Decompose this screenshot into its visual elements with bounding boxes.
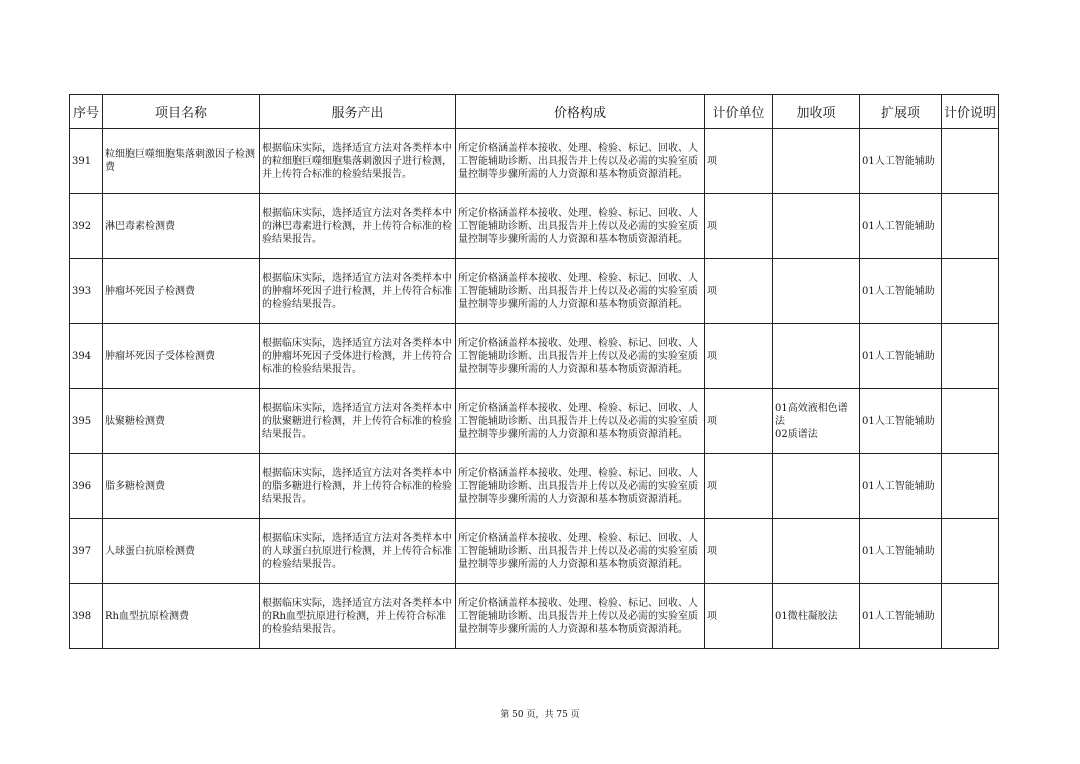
cell-service: 根据临床实际，选择适宜方法对各类样本中的淋巴毒素进行检测，并上传符合标准的检验结果报告。 <box>260 194 456 259</box>
cell-unit: 项 <box>705 129 773 194</box>
cell-ext: 01人工智能辅助 <box>860 194 942 259</box>
cell-seq: 391 <box>70 129 103 194</box>
table-row <box>70 584 999 649</box>
cell-service: 根据临床实际，选择适宜方法对各类样本中的人球蛋白抗原进行检测，并上传符合标准的检验结果报告。 <box>260 519 456 584</box>
cell-note <box>942 194 999 259</box>
cell-price: 所定价格涵盖样本接收、处理、检验、标记、回收、人工智能辅助诊断、出具报告并上传以及必需的实验室质量控制等步骤所需的人力资源和基本物质资源消耗。 <box>456 259 705 324</box>
cell-service: 根据临床实际，选择适宜方法对各类样本中的Rh血型抗原进行检测，并上传符合标准的检验结果报告。 <box>260 584 456 649</box>
header-price: 价格构成 <box>456 95 705 129</box>
cell-seq: 396 <box>70 454 103 519</box>
cell-addon <box>773 324 860 389</box>
header-note: 计价说明 <box>942 95 999 129</box>
cell-addon <box>773 129 860 194</box>
header-addon: 加收项 <box>773 95 860 129</box>
cell-unit: 项 <box>705 259 773 324</box>
header-ext: 扩展项 <box>860 95 942 129</box>
cell-unit: 项 <box>705 519 773 584</box>
cell-price: 所定价格涵盖样本接收、处理、检验、标记、回收、人工智能辅助诊断、出具报告并上传以及必需的实验室质量控制等步骤所需的人力资源和基本物质资源消耗。 <box>456 454 705 519</box>
cell-addon <box>773 519 860 584</box>
header-unit: 计价单位 <box>705 95 773 129</box>
page-number: 第 50 页，共 75 页 <box>500 710 580 720</box>
cell-seq: 394 <box>70 324 103 389</box>
cell-name: Rh血型抗原检测费 <box>103 584 260 649</box>
cell-service: 根据临床实际，选择适宜方法对各类样本中的脂多糖进行检测，并上传符合标准的检验结果报告。 <box>260 454 456 519</box>
cell-note <box>942 519 999 584</box>
table-row <box>70 389 999 454</box>
table-row <box>70 519 999 584</box>
cell-service: 根据临床实际，选择适宜方法对各类样本中的肿瘤坏死因子进行检测，并上传符合标准的检验结果报告。 <box>260 259 456 324</box>
cell-note <box>942 584 999 649</box>
cell-name: 肿瘤坏死因子检测费 <box>103 259 260 324</box>
cell-addon <box>773 259 860 324</box>
cell-seq: 395 <box>70 389 103 454</box>
header-service: 服务产出 <box>260 95 456 129</box>
cell-ext: 01人工智能辅助 <box>860 519 942 584</box>
cell-unit: 项 <box>705 324 773 389</box>
table-row <box>70 129 999 194</box>
table-row <box>70 194 999 259</box>
table-row <box>70 454 999 519</box>
cell-price: 所定价格涵盖样本接收、处理、检验、标记、回收、人工智能辅助诊断、出具报告并上传以及必需的实验室质量控制等步骤所需的人力资源和基本物质资源消耗。 <box>456 194 705 259</box>
cell-addon: 01高效液相色谱法 02质谱法 <box>773 389 860 454</box>
cell-unit: 项 <box>705 389 773 454</box>
table-row <box>70 259 999 324</box>
cell-price: 所定价格涵盖样本接收、处理、检验、标记、回收、人工智能辅助诊断、出具报告并上传以及必需的实验室质量控制等步骤所需的人力资源和基本物质资源消耗。 <box>456 324 705 389</box>
cell-name: 肽聚糖检测费 <box>103 389 260 454</box>
cell-service: 根据临床实际，选择适宜方法对各类样本中的肿瘤坏死因子受体进行检测，并上传符合标准的检验结果报告。 <box>260 324 456 389</box>
cell-service: 根据临床实际，选择适宜方法对各类样本中的粒细胞巨噬细胞集落刺激因子进行检测，并上传符合标准的检验结果报告。 <box>260 129 456 194</box>
cell-name: 肿瘤坏死因子受体检测费 <box>103 324 260 389</box>
cell-ext: 01人工智能辅助 <box>860 584 942 649</box>
cell-unit: 项 <box>705 454 773 519</box>
cell-unit: 项 <box>705 194 773 259</box>
cell-name: 淋巴毒素检测费 <box>103 194 260 259</box>
cell-unit: 项 <box>705 584 773 649</box>
cell-addon: 01微柱凝胶法 <box>773 584 860 649</box>
cell-name: 脂多糖检测费 <box>103 454 260 519</box>
cell-addon <box>773 454 860 519</box>
cell-seq: 397 <box>70 519 103 584</box>
cell-note <box>942 454 999 519</box>
cell-addon <box>773 194 860 259</box>
cell-seq: 392 <box>70 194 103 259</box>
price-table <box>69 94 999 649</box>
cell-ext: 01人工智能辅助 <box>860 324 942 389</box>
cell-ext: 01人工智能辅助 <box>860 389 942 454</box>
table-header-row <box>70 95 999 129</box>
cell-ext: 01人工智能辅助 <box>860 259 942 324</box>
cell-note <box>942 389 999 454</box>
cell-note <box>942 324 999 389</box>
cell-note <box>942 259 999 324</box>
header-seq: 序号 <box>70 95 103 129</box>
cell-name: 粒细胞巨噬细胞集落刺激因子检测费 <box>103 129 260 194</box>
cell-price: 所定价格涵盖样本接收、处理、检验、标记、回收、人工智能辅助诊断、出具报告并上传以及必需的实验室质量控制等步骤所需的人力资源和基本物质资源消耗。 <box>456 389 705 454</box>
cell-price: 所定价格涵盖样本接收、处理、检验、标记、回收、人工智能辅助诊断、出具报告并上传以及必需的实验室质量控制等步骤所需的人力资源和基本物质资源消耗。 <box>456 584 705 649</box>
cell-seq: 398 <box>70 584 103 649</box>
cell-ext: 01人工智能辅助 <box>860 129 942 194</box>
cell-service: 根据临床实际，选择适宜方法对各类样本中的肽聚糖进行检测，并上传符合标准的检验结果报告。 <box>260 389 456 454</box>
cell-seq: 393 <box>70 259 103 324</box>
header-name: 项目名称 <box>103 95 260 129</box>
table-row <box>70 324 999 389</box>
cell-name: 人球蛋白抗原检测费 <box>103 519 260 584</box>
cell-price: 所定价格涵盖样本接收、处理、检验、标记、回收、人工智能辅助诊断、出具报告并上传以及必需的实验室质量控制等步骤所需的人力资源和基本物质资源消耗。 <box>456 129 705 194</box>
cell-note <box>942 129 999 194</box>
cell-price: 所定价格涵盖样本接收、处理、检验、标记、回收、人工智能辅助诊断、出具报告并上传以及必需的实验室质量控制等步骤所需的人力资源和基本物质资源消耗。 <box>456 519 705 584</box>
cell-ext: 01人工智能辅助 <box>860 454 942 519</box>
